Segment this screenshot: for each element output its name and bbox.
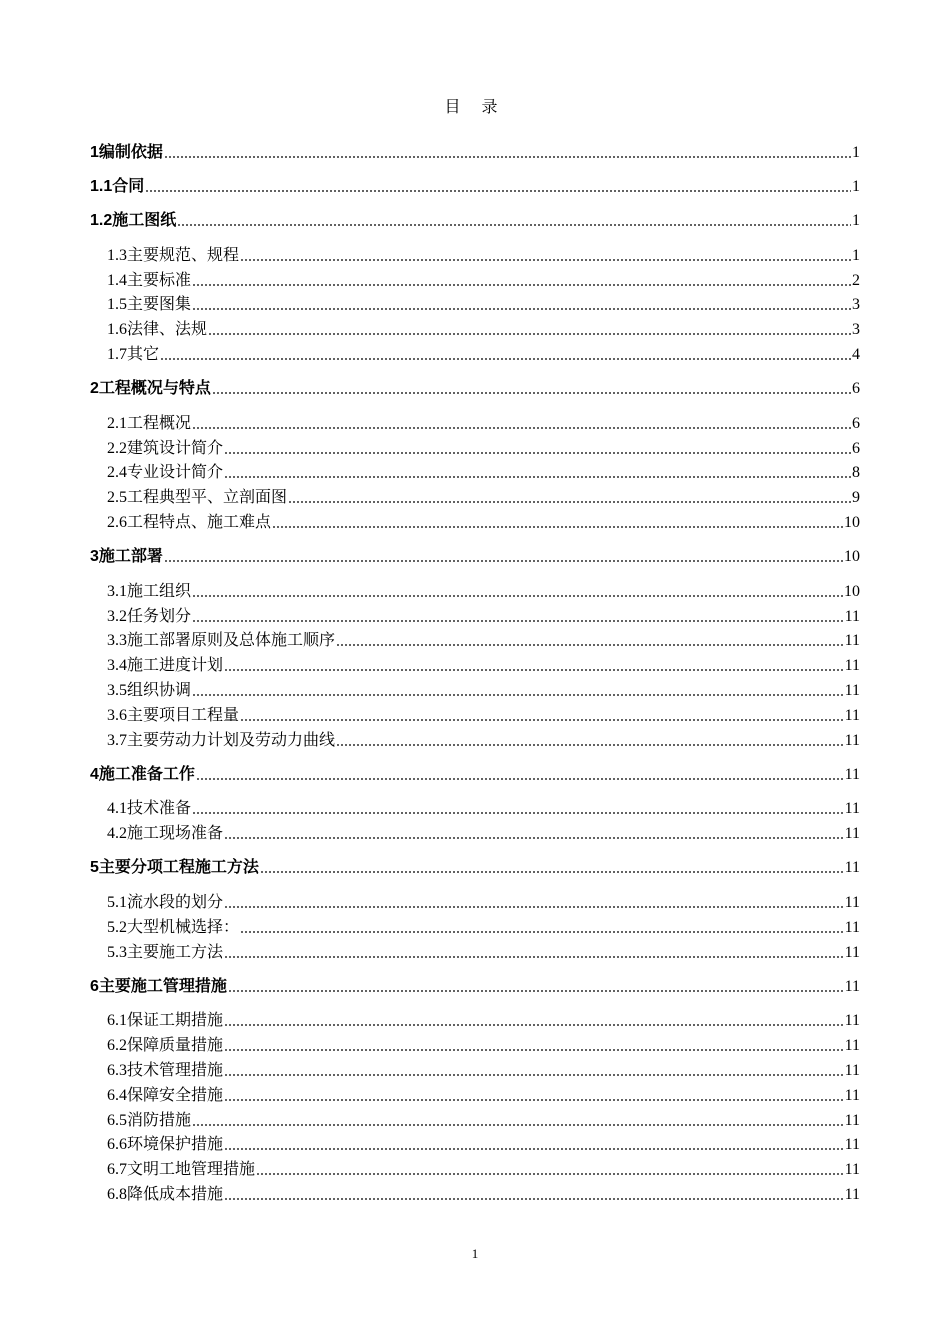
toc-entry-label: 技术管理措施 bbox=[127, 1061, 224, 1079]
toc-entry-subsection[interactable] bbox=[90, 675, 860, 700]
toc-entry-subsection[interactable] bbox=[90, 626, 860, 651]
toc-entry-label: 任务划分 bbox=[127, 607, 192, 625]
toc-dot-leader bbox=[224, 1049, 844, 1051]
toc-dot-leader bbox=[192, 308, 851, 310]
toc-entry-subsection[interactable] bbox=[90, 265, 860, 290]
toc-entry-label: 主要项目工程量 bbox=[127, 706, 240, 724]
toc-entry-label: 施工部署原则及总体施工顺序 bbox=[127, 632, 336, 650]
toc-entry-page: 11 bbox=[844, 607, 860, 625]
toc-dot-leader bbox=[164, 156, 851, 158]
toc-dot-leader bbox=[228, 990, 844, 992]
toc-entry-section[interactable] bbox=[90, 972, 860, 996]
toc-entry-subsection[interactable] bbox=[90, 912, 860, 937]
toc-entry-page: 11 bbox=[844, 918, 860, 936]
toc-entry-label: 消防措施 bbox=[127, 1111, 192, 1129]
toc-entry-page: 6 bbox=[852, 414, 860, 432]
toc-entry-label: 施工图纸 bbox=[112, 212, 177, 229]
toc-entry-label: 主要劳动力计划及劳动力曲线 bbox=[127, 731, 336, 749]
toc-entry-label: 专业设计简介 bbox=[127, 464, 224, 482]
toc-entry-number: 5.2 bbox=[107, 918, 127, 936]
toc-entry-number: 3.7 bbox=[107, 731, 127, 749]
toc-entry-page: 9 bbox=[852, 489, 860, 507]
toc-entry-subsection[interactable] bbox=[90, 725, 860, 750]
toc-entry-page: 11 bbox=[844, 706, 860, 724]
toc-entry-subsection[interactable] bbox=[90, 458, 860, 483]
toc-entry-subsection[interactable] bbox=[90, 1006, 860, 1031]
toc-dot-leader bbox=[224, 1148, 844, 1150]
toc-entry-subsection[interactable] bbox=[90, 290, 860, 315]
toc-entry-subsection[interactable] bbox=[90, 1080, 860, 1105]
table-of-contents bbox=[90, 138, 860, 1204]
toc-entry-label: 施工现场准备 bbox=[127, 825, 224, 843]
toc-entry-number: 2 bbox=[90, 379, 99, 397]
toc-entry-page: 11 bbox=[844, 825, 860, 843]
toc-entry-page: 11 bbox=[844, 1111, 860, 1129]
toc-entry-page: 11 bbox=[844, 1012, 860, 1030]
toc-entry-subsection[interactable] bbox=[90, 339, 860, 364]
toc-entry-subsection[interactable] bbox=[90, 433, 860, 458]
toc-dot-leader bbox=[224, 837, 844, 839]
toc-entry-subsection[interactable] bbox=[90, 887, 860, 912]
toc-entry-label: 施工部署 bbox=[98, 547, 163, 565]
toc-dot-leader bbox=[224, 956, 844, 958]
toc-entry-number: 2.4 bbox=[107, 464, 127, 482]
toc-dot-leader bbox=[192, 694, 844, 696]
toc-entry-number: 2.5 bbox=[107, 489, 127, 507]
toc-dot-leader bbox=[288, 501, 851, 503]
toc-entry-subsection[interactable] bbox=[90, 601, 860, 626]
toc-entry-number: 3.6 bbox=[107, 706, 127, 724]
toc-entry-page: 8 bbox=[852, 464, 860, 482]
toc-entry-number: 5.3 bbox=[107, 943, 127, 961]
toc-entry-label: 工程概况 bbox=[127, 414, 192, 432]
toc-entry-number: 1.1 bbox=[90, 178, 113, 195]
toc-entry-page: 11 bbox=[844, 1185, 860, 1203]
toc-entry-page: 1 bbox=[852, 212, 860, 229]
toc-entry-page: 11 bbox=[844, 731, 860, 749]
toc-dot-leader bbox=[192, 1124, 844, 1126]
toc-entry-number: 1.4 bbox=[107, 271, 127, 289]
toc-entry-page: 10 bbox=[844, 582, 860, 600]
toc-entry-label: 保障安全措施 bbox=[127, 1086, 224, 1104]
toc-dot-leader bbox=[256, 1173, 844, 1175]
toc-entry-page: 10 bbox=[844, 547, 860, 565]
toc-entry-number: 2.1 bbox=[107, 414, 127, 432]
toc-entry-subsection[interactable] bbox=[90, 1130, 860, 1155]
toc-entry-page: 11 bbox=[844, 859, 860, 877]
toc-entry-number: 4 bbox=[90, 765, 99, 783]
page-title: 目 录 bbox=[444, 97, 506, 116]
toc-entry-section[interactable] bbox=[90, 374, 860, 398]
toc-entry-page: 11 bbox=[844, 800, 860, 818]
toc-entry-number: 6.3 bbox=[107, 1061, 127, 1079]
toc-entry-page: 11 bbox=[844, 632, 860, 650]
toc-entry-label: 保障质量措施 bbox=[127, 1037, 224, 1055]
toc-dot-leader bbox=[240, 719, 844, 721]
toc-entry-label: 施工进度计划 bbox=[127, 657, 224, 675]
toc-entry-page: 6 bbox=[852, 439, 860, 457]
toc-dot-leader bbox=[224, 906, 844, 908]
toc-entry-number: 5.1 bbox=[107, 893, 127, 911]
toc-entry-page: 3 bbox=[852, 321, 860, 339]
toc-entry-page: 11 bbox=[844, 1037, 860, 1055]
toc-entry-subsection[interactable] bbox=[90, 576, 860, 601]
toc-dot-leader bbox=[192, 595, 843, 597]
toc-entry-page: 11 bbox=[844, 1061, 860, 1079]
toc-entry-subsection[interactable] bbox=[90, 794, 860, 819]
toc-entry-subsection[interactable] bbox=[90, 1154, 860, 1179]
toc-entry-page: 11 bbox=[844, 893, 860, 911]
toc-entry-page: 3 bbox=[852, 296, 860, 314]
toc-entry-number: 1.2 bbox=[90, 212, 113, 229]
toc-entry-subsection[interactable] bbox=[90, 1055, 860, 1080]
toc-entry-subsection[interactable] bbox=[90, 1105, 860, 1130]
toc-entry-page: 11 bbox=[844, 1161, 860, 1179]
toc-entry-page: 6 bbox=[852, 379, 860, 397]
toc-entry-number: 1.6 bbox=[107, 321, 127, 339]
toc-entry-number: 1.7 bbox=[107, 345, 127, 363]
toc-entry-page: 1 bbox=[852, 246, 860, 264]
toc-entry-section[interactable] bbox=[90, 172, 860, 196]
toc-entry-label: 工程概况与特点 bbox=[98, 379, 211, 397]
toc-entry-label: 流水段的划分 bbox=[127, 893, 224, 911]
toc-entry-subsection[interactable] bbox=[90, 240, 860, 265]
toc-dot-leader bbox=[192, 284, 851, 286]
toc-entry-page: 11 bbox=[844, 1136, 860, 1154]
toc-entry-page: 1 bbox=[852, 144, 860, 161]
toc-entry-label: 建筑设计简介 bbox=[127, 439, 224, 457]
toc-entry-subsection[interactable] bbox=[90, 408, 860, 433]
toc-dot-leader bbox=[240, 259, 851, 261]
toc-dot-leader bbox=[336, 644, 844, 646]
toc-entry-number: 6.5 bbox=[107, 1111, 127, 1129]
toc-entry-label: 主要图集 bbox=[127, 296, 192, 314]
toc-dot-leader bbox=[192, 620, 844, 622]
toc-dot-leader bbox=[224, 1074, 844, 1076]
toc-entry-section[interactable] bbox=[90, 206, 860, 230]
toc-entry-section[interactable] bbox=[90, 760, 860, 784]
toc-entry-number: 3.3 bbox=[107, 632, 127, 650]
toc-entry-number: 1 bbox=[90, 144, 99, 161]
toc-entry-subsection[interactable] bbox=[90, 700, 860, 725]
toc-entry-label: 施工准备工作 bbox=[98, 765, 195, 783]
toc-entry-label: 主要标准 bbox=[127, 271, 192, 289]
toc-dot-leader bbox=[224, 476, 851, 478]
toc-entry-page: 2 bbox=[852, 271, 860, 289]
toc-entry-number: 6.2 bbox=[107, 1037, 127, 1055]
toc-entry-number: 1.5 bbox=[107, 296, 127, 314]
toc-dot-leader bbox=[192, 427, 851, 429]
toc-entry-number: 2.2 bbox=[107, 439, 127, 457]
toc-entry-number: 6.8 bbox=[107, 1185, 127, 1203]
toc-entry-label: 编制依据 bbox=[98, 144, 163, 161]
toc-dot-leader bbox=[145, 190, 851, 192]
toc-entry-label: 法律、法规 bbox=[127, 321, 208, 339]
toc-entry-number: 3.1 bbox=[107, 582, 127, 600]
toc-entry-label: 其它 bbox=[127, 345, 160, 363]
toc-entry-page: 11 bbox=[844, 1086, 860, 1104]
toc-entry-number: 4.2 bbox=[107, 825, 127, 843]
toc-entry-label: 保证工期措施 bbox=[127, 1012, 224, 1030]
toc-entry-page: 11 bbox=[844, 765, 860, 783]
toc-entry-subsection[interactable] bbox=[90, 507, 860, 532]
toc-entry-number: 3 bbox=[90, 547, 99, 565]
toc-entry-subsection[interactable] bbox=[90, 314, 860, 339]
toc-dot-leader bbox=[196, 778, 844, 780]
toc-entry-label: 工程典型平、立剖面图 bbox=[127, 489, 288, 507]
toc-entry-subsection[interactable] bbox=[90, 937, 860, 962]
toc-entry-section[interactable] bbox=[90, 542, 860, 566]
toc-entry-page: 11 bbox=[844, 977, 860, 995]
toc-entry-page: 4 bbox=[852, 345, 860, 363]
toc-entry-page: 11 bbox=[844, 657, 860, 675]
toc-dot-leader bbox=[224, 669, 844, 671]
toc-entry-subsection[interactable] bbox=[90, 818, 860, 843]
toc-entry-section[interactable] bbox=[90, 138, 860, 162]
toc-dot-leader bbox=[224, 1024, 844, 1026]
toc-dot-leader bbox=[177, 224, 851, 226]
toc-entry-label: 主要施工管理措施 bbox=[98, 977, 227, 995]
toc-entry-label: 施工组织 bbox=[127, 582, 192, 600]
toc-entry-number: 3.4 bbox=[107, 657, 127, 675]
toc-dot-leader bbox=[240, 931, 844, 933]
toc-dot-leader bbox=[212, 392, 851, 394]
toc-entry-label: 大型机械选择： bbox=[127, 918, 240, 936]
toc-entry-label: 主要分项工程施工方法 bbox=[98, 859, 259, 877]
toc-entry-number: 4.1 bbox=[107, 800, 127, 818]
toc-entry-subsection[interactable] bbox=[90, 650, 860, 675]
toc-entry-number: 6.6 bbox=[107, 1136, 127, 1154]
toc-entry-label: 降低成本措施 bbox=[127, 1185, 224, 1203]
toc-entry-number: 2.6 bbox=[107, 513, 127, 531]
toc-entry-label: 主要规范、规程 bbox=[127, 246, 240, 264]
toc-entry-number: 3.2 bbox=[107, 607, 127, 625]
toc-entry-number: 6 bbox=[90, 977, 99, 995]
toc-entry-page: 10 bbox=[844, 513, 860, 531]
toc-dot-leader bbox=[224, 452, 851, 454]
toc-entry-subsection[interactable] bbox=[90, 1030, 860, 1055]
toc-entry-section[interactable] bbox=[90, 853, 860, 877]
toc-entry-number: 6.4 bbox=[107, 1086, 127, 1104]
toc-entry-number: 6.7 bbox=[107, 1161, 127, 1179]
toc-entry-label: 环境保护措施 bbox=[127, 1136, 224, 1154]
toc-dot-leader bbox=[336, 744, 844, 746]
toc-entry-number: 3.5 bbox=[107, 681, 127, 699]
toc-entry-label: 组织协调 bbox=[127, 681, 192, 699]
page-number: 1 bbox=[471, 1246, 479, 1261]
toc-dot-leader bbox=[272, 526, 843, 528]
toc-entry-label: 技术准备 bbox=[127, 800, 192, 818]
toc-entry-page: 1 bbox=[852, 178, 860, 195]
toc-entry-label: 文明工地管理措施 bbox=[127, 1161, 256, 1179]
toc-dot-leader bbox=[224, 1099, 844, 1101]
toc-entry-subsection[interactable] bbox=[90, 482, 860, 507]
toc-entry-number: 6.1 bbox=[107, 1012, 127, 1030]
toc-entry-subsection[interactable] bbox=[90, 1179, 860, 1204]
toc-entry-label: 合同 bbox=[112, 178, 145, 195]
toc-dot-leader bbox=[260, 871, 844, 873]
toc-dot-leader bbox=[224, 1198, 844, 1200]
toc-entry-page: 11 bbox=[844, 943, 860, 961]
toc-dot-leader bbox=[208, 333, 851, 335]
toc-entry-page: 11 bbox=[844, 681, 860, 699]
toc-entry-number: 5 bbox=[90, 859, 99, 877]
toc-dot-leader bbox=[192, 812, 844, 814]
toc-dot-leader bbox=[160, 358, 851, 360]
toc-dot-leader bbox=[164, 560, 843, 562]
toc-entry-number: 1.3 bbox=[107, 246, 127, 264]
toc-entry-label: 工程特点、施工难点 bbox=[127, 513, 272, 531]
toc-entry-label: 主要施工方法 bbox=[127, 943, 224, 961]
